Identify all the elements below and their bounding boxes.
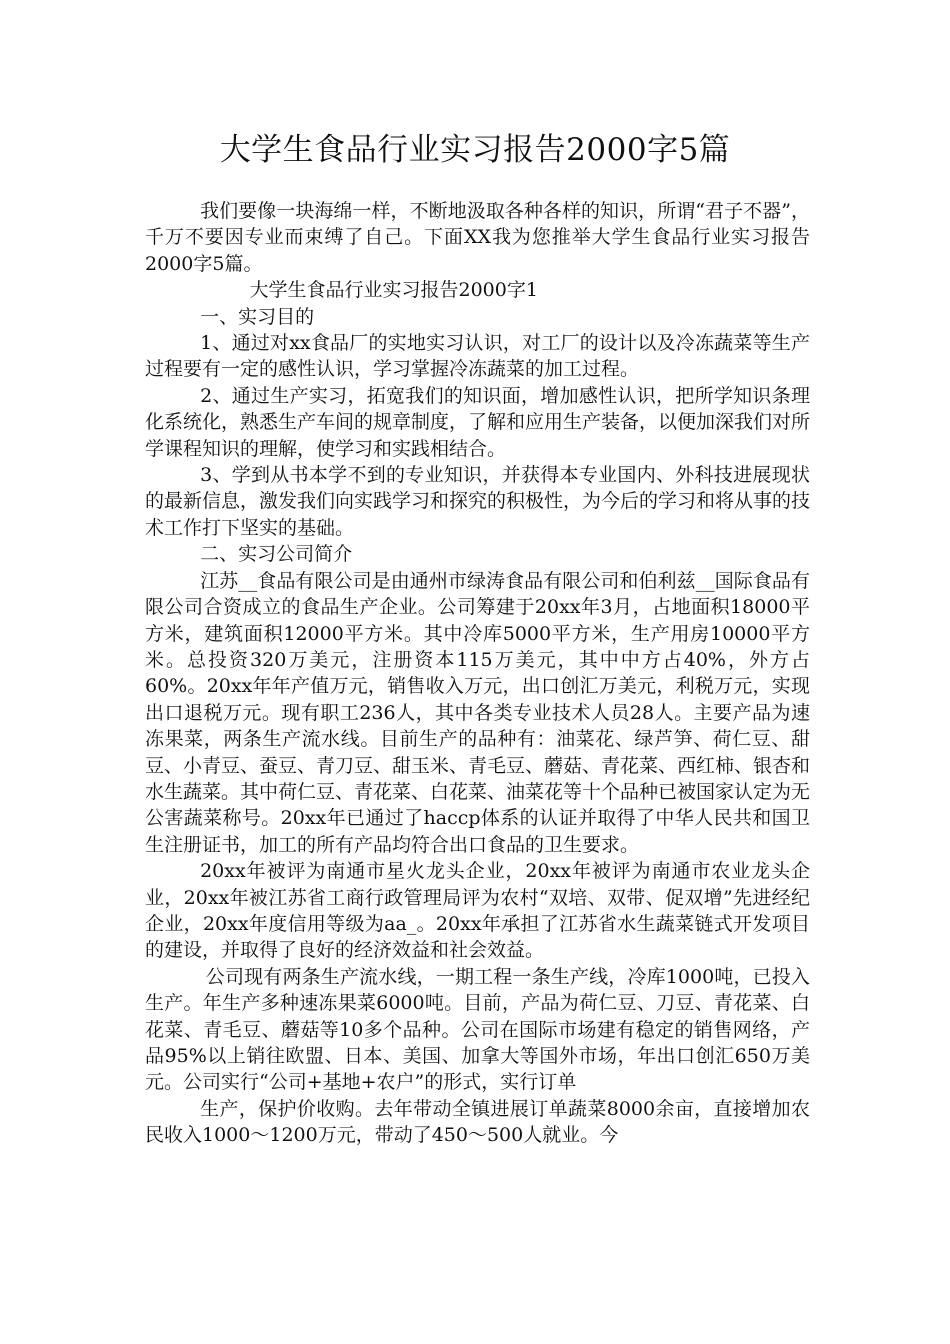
company-production-paragraph: 公司现有两条生产流水线，一期工程一条生产线，冷库1000吨，已投入生产。年生产多种速冻果菜6000吨。目前，产品为荷仁豆、刀豆、青花菜、白花菜、青毛豆、蘑菇等10多个品种。公司在国际市场建有稳定的销售网络，产品95%以上销往欧盟、日本、美国、加拿大等国外市场，年出口创汇650万美元。公司实行“公司+基地+农户”的形式，实行订单 [145,965,810,1094]
company-awards-paragraph: 20xx年被评为南通市星火龙头企业，20xx年被评为南通市农业龙头企业，20xx年被江苏省工商行政管理局评为农村“双培、双带、促双增”先进经纪企业，20xx年度信用等级为aa_。20xx年承担了江苏省水生蔬菜链式开发项目的建设，并取得了良好的经济效益和社会效益。 [145,860,810,962]
purpose-item-1: 1、通过对xx食品厂的实地实习认识，对工厂的设计以及冷冻蔬菜等生产过程要有一定的感性认识，学习掌握冷冻蔬菜的加工过程。 [145,332,810,381]
purpose-item-3: 3、学到从书本学不到的专业知识，并获得本专业国内、外科技进展现状的最新信息，激发我们向实践学习和探究的积极性，为今后的学习和将从事的技术工作打下坚实的基础。 [145,464,811,539]
document-title: 大学生食品行业实习报告2000字5篇 [219,132,731,168]
purpose-item-2: 2、通过生产实习，拓宽我们的知识面，增加感性认识，把所学知识条理化系统化，熟悉生产车间的规章制度，了解和应用生产装备，以便加深我们对所学课程知识的理解，使学习和实践相结合。 [145,384,811,460]
company-intro-paragraph: 江苏__食品有限公司是由通州市绿涛食品有限公司和伯利兹__国际食品有限公司合资成立的食品生产企业。公司筹建于20xx年3月，占地面积18000平方米，建筑面积12000平方米。其中冷库5000平方米，生产用房10000平方米。总投资320万美元，注册资本115万美元，其中中方占40%，外方占60%。20xx年年产值万元，销售收入万元，出口创汇万美元，利税万元，实现出口退税万元。现有职工236人，其中各类专业技术人员28人。主要产品为速冻果菜，两条生产流水线。目前生产的品种有：油菜花、绿芦笋、荷仁豆、甜豆、小青豆、蚕豆、青刀豆、甜玉米、青毛豆、蘑菇、青花菜、西红柿、银杏和水生蔬菜。其中荷仁豆、青花菜、白花菜、油菜花等十个品种已被国家认定为无公害蔬菜称号。20xx年已通过了haccp体系的认证并取得了中华人民共和国卫生注册证书，加工的所有产品均符合出口食品的卫生要求。 [145,569,811,856]
section-heading-purpose: 一、实习目的 [200,305,315,328]
section-heading-company: 二、实习公司简介 [200,543,353,566]
document-body [145,198,810,1149]
company-orders-paragraph: 生产，保护价收购。去年带动全镇进展订单蔬菜8000余亩，直接增加农民收入1000～1200万元，带动了450～500人就业。今 [145,1097,810,1147]
report-subtitle: 大学生食品行业实习报告2000字1 [249,279,538,302]
intro-paragraph: 我们要像一块海绵一样，不断地汲取各种各样的知识，所谓“君子不器”，千万不要因专业而束缚了自己。下面XX我为您推举大学生食品行业实习报告2000字5篇。 [145,200,810,275]
